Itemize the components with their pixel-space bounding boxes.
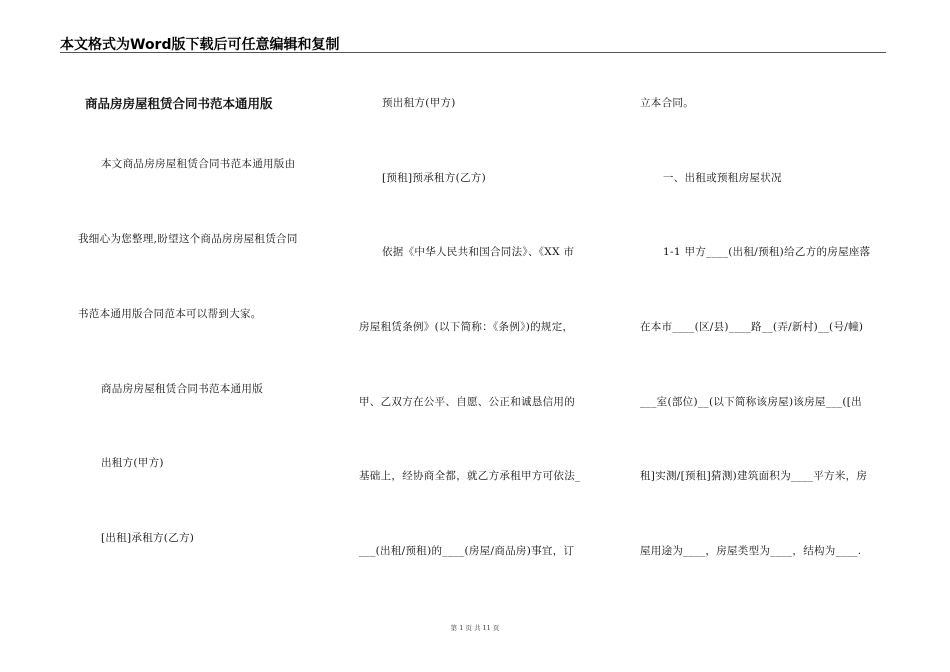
header-divider <box>60 52 886 53</box>
text-line: 书范本通用版合同范本可以帮到大家。 <box>78 308 262 320</box>
text-line: 1-1 甲方____(出租/预租)给乙方的房屋座落 <box>663 246 871 258</box>
text-line: 商品房房屋租赁合同书范本通用版 <box>101 383 263 395</box>
text-line: [出租]承租方(乙方) <box>101 532 195 544</box>
text-line: 一、出租或预租房屋状况 <box>663 172 782 184</box>
text-line: 房屋租赁条例》(以下简称：《条例》)的规定， <box>359 321 574 333</box>
text-line: 依据《中华人民共和国合同法》、《XX 市 <box>382 246 575 258</box>
text-line: 甲、乙双方在公平、自愿、公正和诚恳信用的 <box>359 396 575 408</box>
text-line: 屋用途为____，房屋类型为____，结构为____. <box>640 545 862 557</box>
document-title: 商品房房屋租赁合同书范本通用版 <box>85 96 273 111</box>
page-number: 第 1 页 共 11 页 <box>450 624 500 632</box>
text-line: 出租方(甲方) <box>101 457 164 469</box>
text-line: ___室(部位)__(以下简称该房屋)该房屋___([出 <box>640 396 862 408</box>
text-line: 在本市____(区/县)____路__(弄/新村)__(号/幢) <box>640 321 864 333</box>
download-banner: 本文格式为Word版下载后可任意编辑和复制 <box>60 37 340 53</box>
text-line: ___(出租/预租)的____(房屋/商品房)事宜，订 <box>359 545 575 557</box>
text-line: 预出租方(甲方) <box>382 97 456 109</box>
text-line: 立本合同。 <box>640 97 694 109</box>
text-line: 本文商品房房屋租赁合同书范本通用版由 <box>101 158 296 170</box>
text-line: 我细心为您整理,盼望这个商品房房屋租赁合同 <box>78 233 298 245</box>
text-line: 基础上，经协商全都，就乙方承租甲方可依法_ <box>359 470 581 482</box>
text-line: 租]实测/[预租]猜测)建筑面积为____平方米，房 <box>640 470 868 482</box>
text-line: [预租]预承租方(乙方) <box>382 172 486 184</box>
